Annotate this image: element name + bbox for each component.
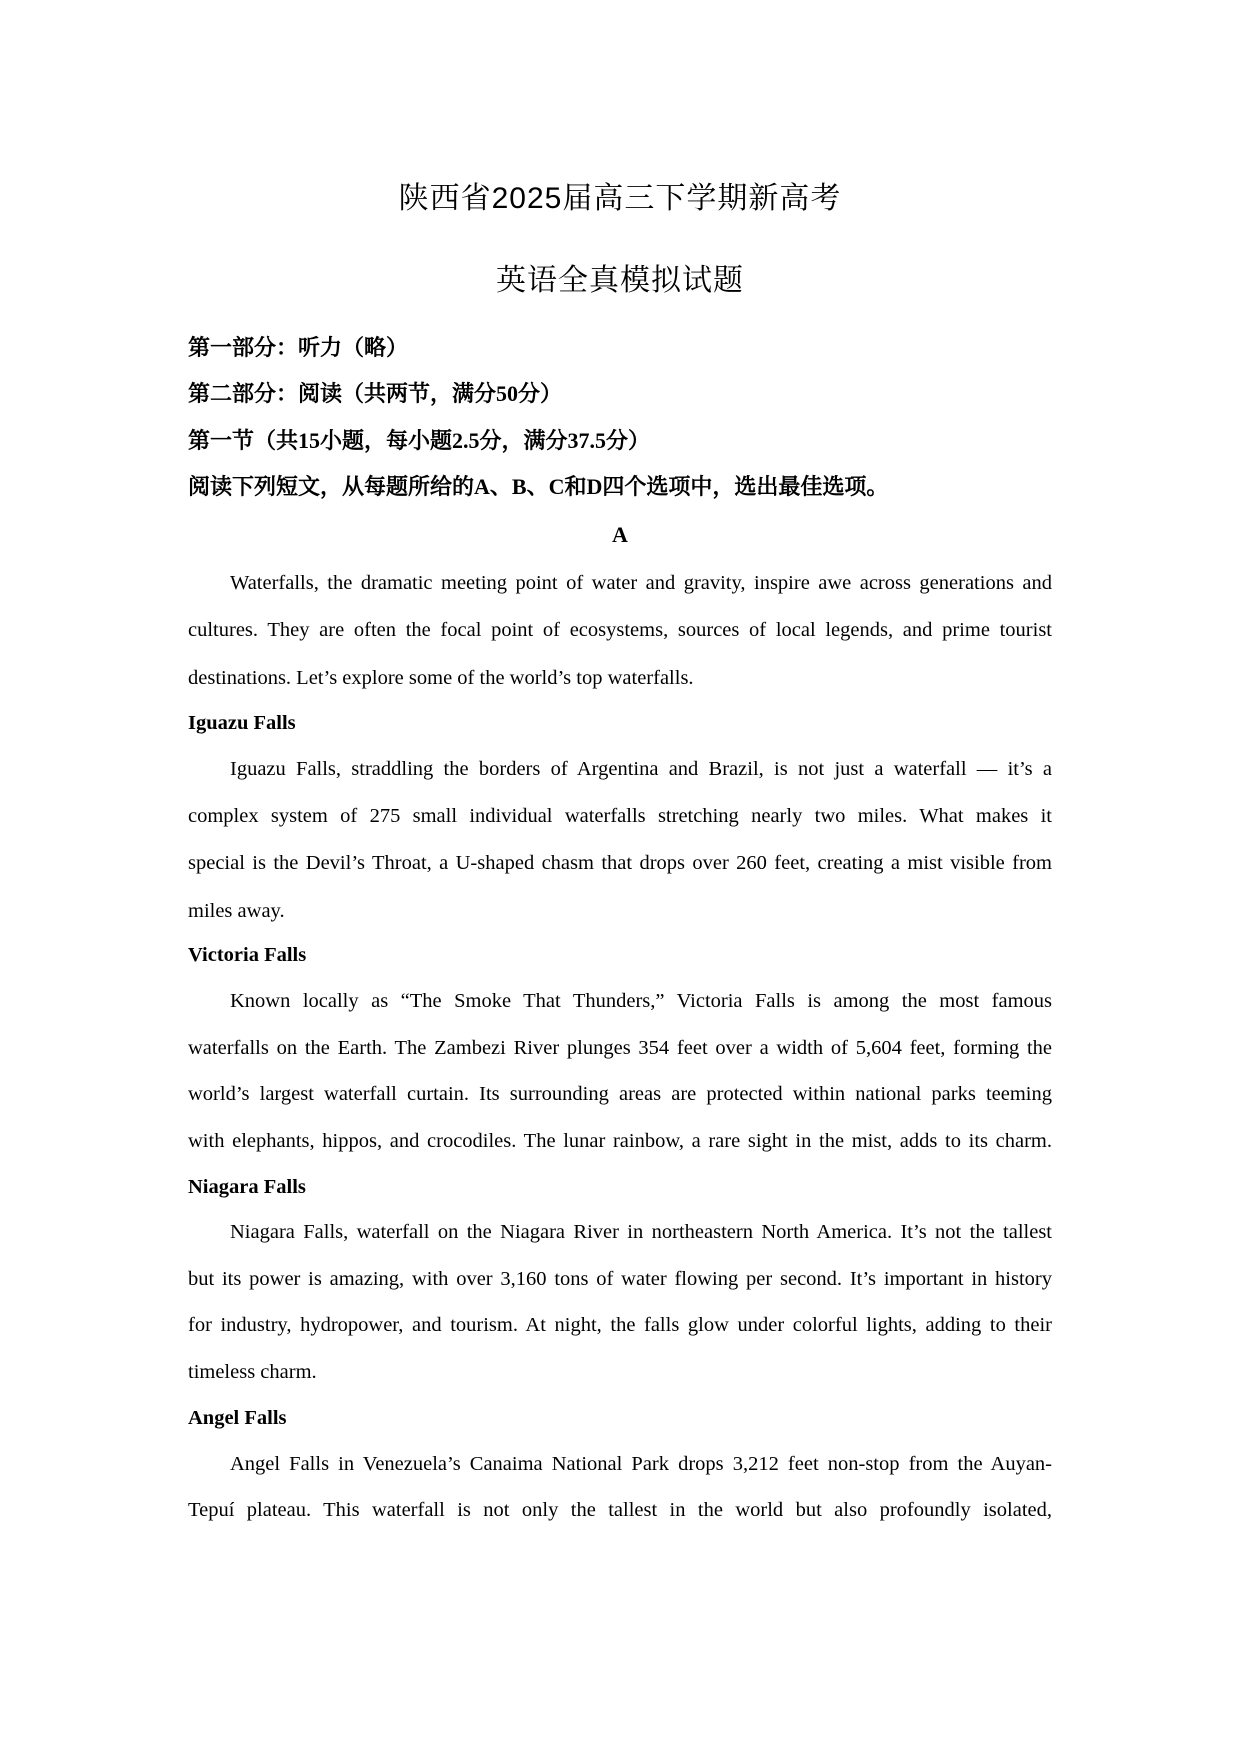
passage-letter: A: [612, 522, 628, 547]
text-line: special is the Devil’s Throat, a U-shaped chasm that drops over 260 feet, creating a mist visible from: [188, 852, 1052, 874]
exam-title: 陕西省2025届高三下学期新高考: [398, 182, 842, 215]
text-line: with elephants, hippos, and crocodiles. The lunar rainbow, a rare sight in the mist, adds to its charm.: [188, 1130, 1052, 1152]
exam-subtitle: 英语全真模拟试题: [496, 264, 744, 297]
text-line: complex system of 275 small individual waterfalls stretching nearly two miles. What makes it: [188, 805, 1052, 827]
subheading-niagara-falls: Niagara Falls: [188, 1176, 306, 1198]
text-line: miles away.: [188, 900, 285, 922]
text-line: Known locally as “The Smoke That Thunders,” Victoria Falls is among the most famous: [230, 990, 1052, 1012]
subheading-iguazu-falls: Iguazu Falls: [188, 712, 296, 734]
text-line: Waterfalls, the dramatic meeting point of water and gravity, inspire awe across generations and: [230, 572, 1052, 594]
section-one-heading: 第一节（共15小题，每小题2.5分，满分37.5分）: [188, 428, 651, 453]
text-line: cultures. They are often the focal point of ecosystems, sources of local legends, and prime tourist: [188, 619, 1052, 641]
text-line: but its power is amazing, with over 3,160 tons of water flowing per second. It’s important in history: [188, 1268, 1052, 1290]
reading-instructions: 阅读下列短文，从每题所给的A、B、C和D四个选项中，选出最佳选项。: [188, 474, 889, 499]
text-line: Iguazu Falls, straddling the borders of Argentina and Brazil, is not just a waterfall — it’s a: [230, 758, 1052, 780]
subheading-victoria-falls: Victoria Falls: [188, 944, 307, 966]
text-line: destinations. Let’s explore some of the world’s top waterfalls.: [188, 667, 694, 689]
text-line: Niagara Falls, waterfall on the Niagara River in northeastern North America. It’s not the tallest: [230, 1221, 1052, 1243]
text-line: waterfalls on the Earth. The Zambezi River plunges 354 feet over a width of 5,604 feet, forming the: [188, 1037, 1052, 1059]
text-line: Tepuí plateau. This waterfall is not only the tallest in the world but also profoundly isolated,: [188, 1499, 1052, 1521]
text-line: for industry, hydropower, and tourism. At night, the falls glow under colorful lights, adding to their: [188, 1314, 1052, 1336]
part-two-heading: 第二部分：阅读（共两节，满分50分）: [188, 381, 563, 406]
part-one-heading: 第一部分：听力（略）: [188, 335, 409, 360]
text-line: Angel Falls in Venezuela’s Canaima National Park drops 3,212 feet non-stop from the Auyan-: [230, 1453, 1052, 1475]
text-line: timeless charm.: [188, 1361, 317, 1383]
subheading-angel-falls: Angel Falls: [188, 1407, 287, 1429]
text-line: world’s largest waterfall curtain. Its surrounding areas are protected within national parks teeming: [188, 1083, 1052, 1105]
